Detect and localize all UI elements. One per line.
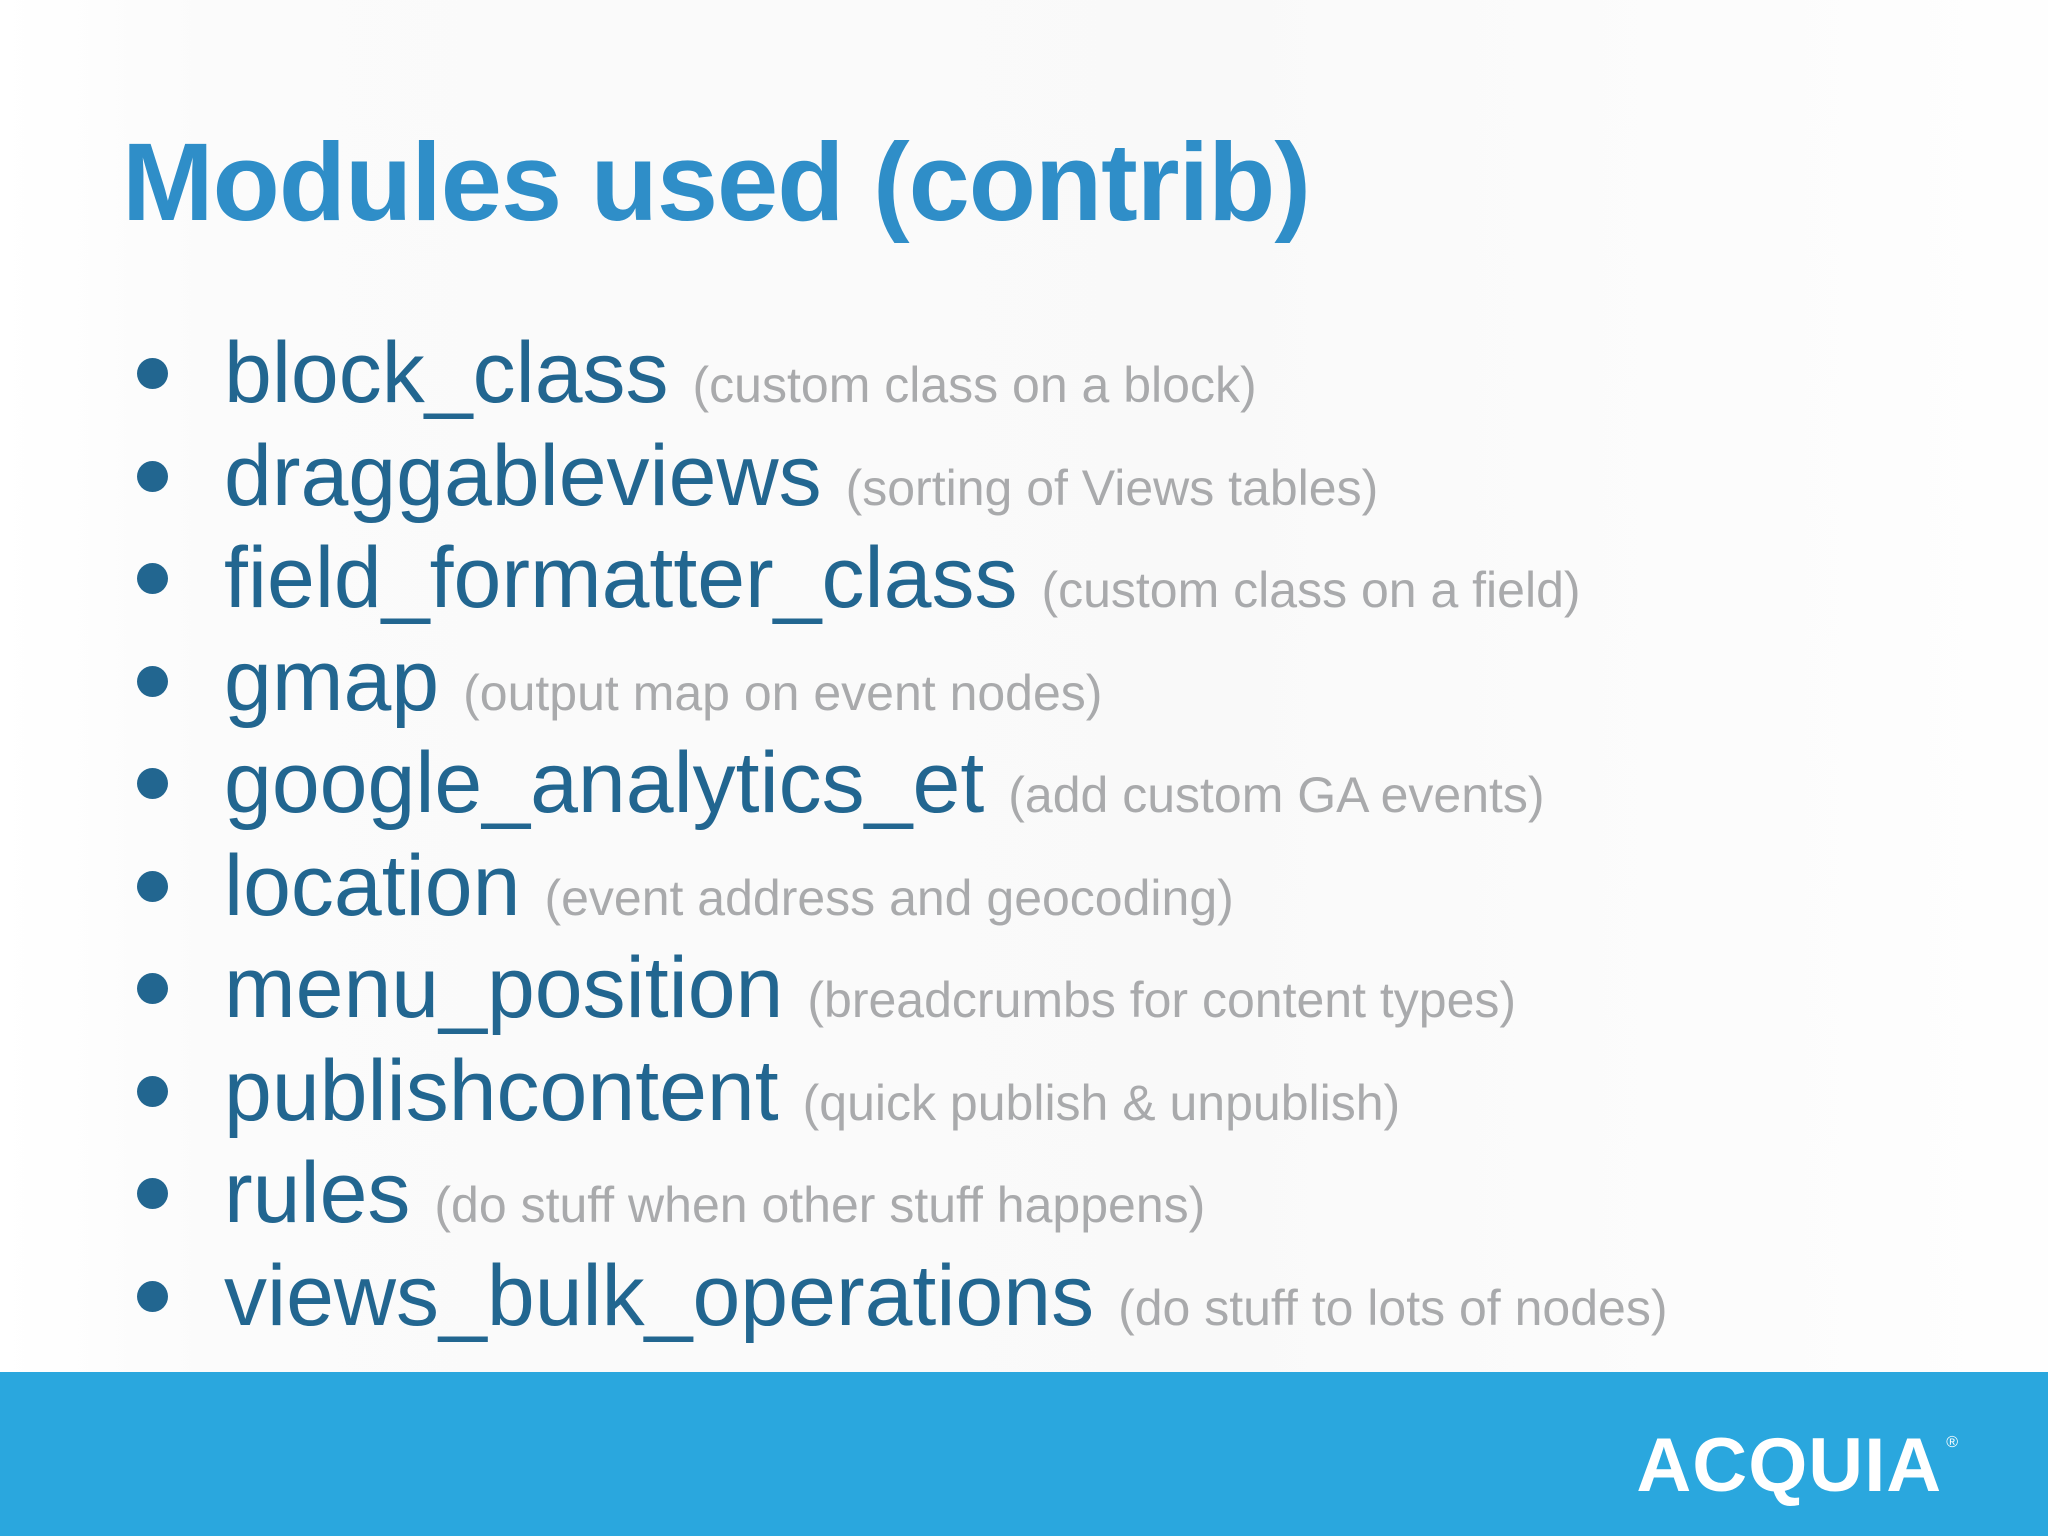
- module-name: menu_position (breadcrumbs for content types): [224, 940, 1517, 1036]
- module-name: block_class (custom class on a block): [224, 325, 1257, 421]
- module-name: field_formatter_class (custom class on a field): [224, 530, 1581, 626]
- bullet-icon: [137, 1281, 168, 1312]
- module-description: (do stuff when other stuff happens): [434, 1177, 1206, 1233]
- module-description: (breadcrumbs for content types): [807, 972, 1517, 1028]
- module-description: (do stuff to lots of nodes): [1118, 1279, 1668, 1336]
- footer-bar: [0, 1372, 2048, 1536]
- slide-title: Modules used (contrib): [122, 121, 1310, 244]
- bullet-icon: [137, 871, 168, 902]
- bullet-icon: [137, 973, 168, 1004]
- bullet-icon: [137, 1076, 168, 1107]
- registered-mark-icon: ®: [1946, 1434, 1958, 1451]
- bullet-icon: [137, 461, 168, 492]
- logo-wordmark: ACQUIA: [1636, 1423, 1943, 1508]
- bullet-icon: [137, 1178, 168, 1209]
- module-description: (add custom GA events): [1008, 767, 1545, 823]
- module-description: (custom class on a field): [1041, 562, 1581, 618]
- module-name: views_bulk_operations (do stuff to lots of nodes): [224, 1247, 1668, 1344]
- module-name: google_analytics_et (add custom GA events): [224, 735, 1545, 831]
- bullet-icon: [137, 666, 168, 697]
- module-description: (output map on event nodes): [463, 664, 1103, 721]
- module-name: rules (do stuff when other stuff happens): [224, 1145, 1206, 1241]
- module-name: publishcontent (quick publish & unpublish): [224, 1042, 1401, 1139]
- module-description: (quick publish & unpublish): [802, 1074, 1401, 1131]
- module-description: (custom class on a block): [692, 357, 1257, 413]
- module-name: gmap (output map on event nodes): [224, 632, 1103, 729]
- acquia-logo: [1636, 1423, 1958, 1508]
- bullet-icon: [137, 563, 168, 594]
- bullet-icon: [137, 768, 168, 799]
- module-name: location (event address and geocoding): [224, 837, 1234, 934]
- module-description: (sorting of Views tables): [845, 459, 1379, 516]
- module-name: draggableviews (sorting of Views tables): [224, 427, 1379, 524]
- module-description: (event address and geocoding): [544, 869, 1234, 926]
- bullet-icon: [137, 358, 168, 389]
